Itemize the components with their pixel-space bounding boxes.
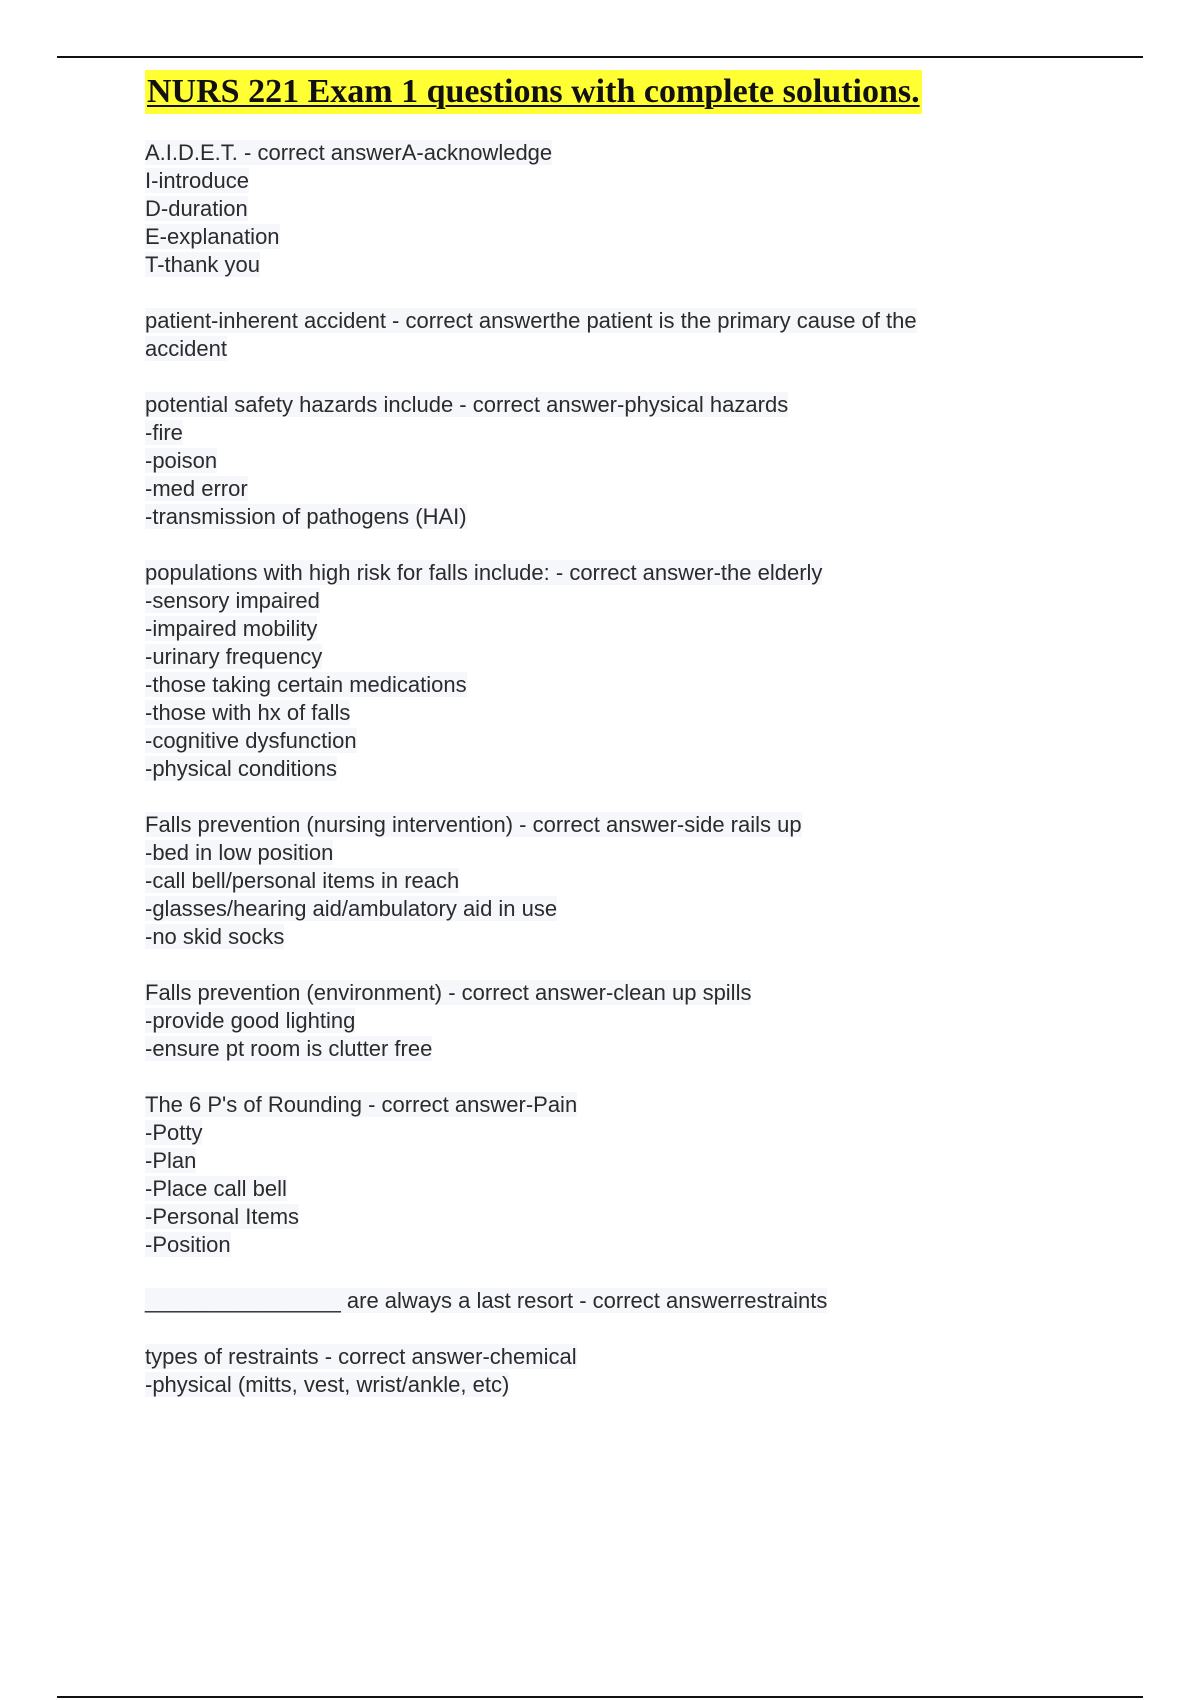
qa-line-text: -Place call bell (145, 1176, 287, 1201)
qa-answer-line (145, 727, 1005, 755)
qa-question-line (145, 1287, 1005, 1315)
qa-question-line (145, 391, 1005, 419)
qa-line-text: -Potty (145, 1120, 203, 1145)
qa-answer-line (145, 643, 1005, 671)
qa-answer-line (145, 587, 1005, 615)
qa-question-line (145, 1091, 1005, 1119)
qa-line-text: -no skid socks (145, 924, 285, 949)
qa-answer-line (145, 923, 1005, 951)
qa-item (145, 979, 1005, 1063)
qa-item (145, 1343, 1005, 1399)
qa-question-line (145, 307, 1005, 335)
bottom-rule (57, 1696, 1143, 1698)
qa-question-line (145, 559, 1005, 587)
qa-answer-line (145, 251, 1005, 279)
qa-line-text: Falls prevention (environment) - correct answer-clean up spills (145, 980, 752, 1005)
qa-question-line (145, 139, 1005, 167)
qa-answer-line (145, 167, 1005, 195)
qa-line-text: E-explanation (145, 224, 280, 249)
document-body (145, 70, 1005, 1427)
qa-answer-line (145, 867, 1005, 895)
qa-item (145, 811, 1005, 951)
qa-line-text: The 6 P's of Rounding - correct answer-Pain (145, 1092, 578, 1117)
qa-answer-line (145, 895, 1005, 923)
qa-answer-line (145, 699, 1005, 727)
qa-item (145, 139, 1005, 279)
qa-line-text: D-duration (145, 196, 248, 221)
qa-question-line (145, 979, 1005, 1007)
qa-line-text: -transmission of pathogens (HAI) (145, 504, 467, 529)
qa-line-text: -impaired mobility (145, 616, 318, 641)
qa-line-text: populations with high risk for falls include: - correct answer-the elderly (145, 560, 823, 585)
qa-item (145, 559, 1005, 783)
qa-line-text: patient-inherent accident - correct answerthe patient is the primary cause of the (145, 308, 917, 333)
qa-line-text: I-introduce (145, 168, 249, 193)
qa-item (145, 307, 1005, 363)
qa-answer-line (145, 615, 1005, 643)
qa-answer-line (145, 335, 1005, 363)
qa-answer-line (145, 503, 1005, 531)
qa-item (145, 1091, 1005, 1259)
qa-question-line (145, 811, 1005, 839)
qa-answer-line (145, 1371, 1005, 1399)
qa-answer-line (145, 755, 1005, 783)
qa-line-text: -ensure pt room is clutter free (145, 1036, 433, 1061)
qa-line-text: -call bell/personal items in reach (145, 868, 460, 893)
qa-line-text: -physical (mitts, vest, wrist/ankle, etc) (145, 1372, 510, 1397)
qa-line-text: -sensory impaired (145, 588, 320, 613)
qa-answer-line (145, 1035, 1005, 1063)
qa-line-text: -poison (145, 448, 218, 473)
qa-line-text: -physical conditions (145, 756, 337, 781)
qa-answer-line (145, 1147, 1005, 1175)
qa-answer-line (145, 1007, 1005, 1035)
qa-item (145, 391, 1005, 531)
qa-line-text: potential safety hazards include - correct answer-physical hazards (145, 392, 789, 417)
qa-line-text: -cognitive dysfunction (145, 728, 357, 753)
qa-answer-line (145, 839, 1005, 867)
qa-answer-line (145, 475, 1005, 503)
qa-line-text: -med error (145, 476, 248, 501)
qa-line-text: -Position (145, 1232, 231, 1257)
qa-line-text: -Personal Items (145, 1204, 300, 1229)
document-title: NURS 221 Exam 1 questions with complete solutions. (145, 70, 922, 114)
qa-list (145, 139, 1005, 1399)
qa-line-text: types of restraints - correct answer-chemical (145, 1344, 577, 1369)
qa-item (145, 1287, 1005, 1315)
qa-line-text: T-thank you (145, 252, 260, 277)
top-rule (57, 56, 1143, 58)
qa-line-text: -those with hx of falls (145, 700, 351, 725)
qa-line-text: ________________ are always a last resort - correct answerrestraints (145, 1288, 828, 1313)
qa-line-text: -urinary frequency (145, 644, 323, 669)
qa-answer-line (145, 419, 1005, 447)
qa-line-text: -bed in low position (145, 840, 334, 865)
qa-line-text: -glasses/hearing aid/ambulatory aid in use (145, 896, 558, 921)
qa-answer-line (145, 223, 1005, 251)
qa-answer-line (145, 1119, 1005, 1147)
qa-question-line (145, 1343, 1005, 1371)
qa-line-text: -fire (145, 420, 183, 445)
qa-answer-line (145, 447, 1005, 475)
qa-line-text: A.I.D.E.T. - correct answerA-acknowledge (145, 140, 553, 165)
qa-line-text: Falls prevention (nursing intervention) - correct answer-side rails up (145, 812, 802, 837)
qa-answer-line (145, 1231, 1005, 1259)
qa-line-text: -provide good lighting (145, 1008, 356, 1033)
qa-answer-line (145, 195, 1005, 223)
qa-line-text: -Plan (145, 1148, 197, 1173)
qa-line-text: -those taking certain medications (145, 672, 467, 697)
qa-answer-line (145, 1203, 1005, 1231)
qa-answer-line (145, 671, 1005, 699)
qa-answer-line (145, 1175, 1005, 1203)
qa-line-text: accident (145, 336, 227, 361)
